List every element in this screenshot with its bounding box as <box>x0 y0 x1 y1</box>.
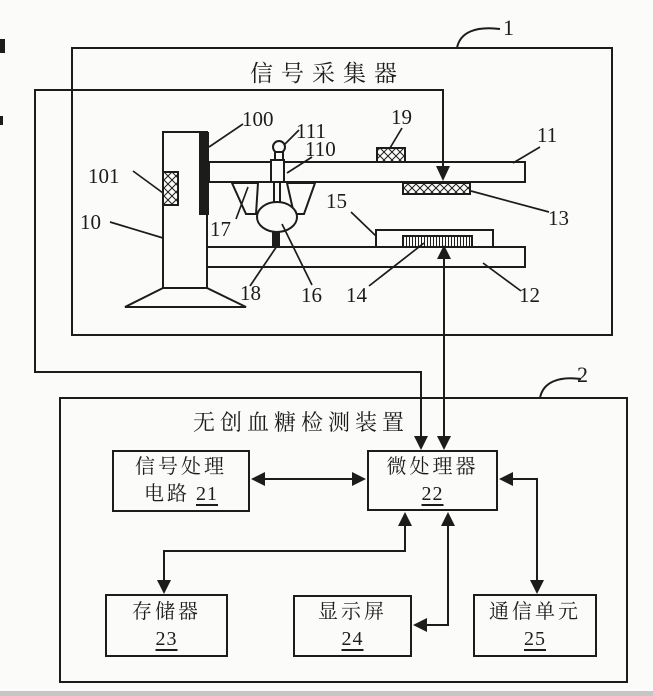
ref-label-16: 16 <box>301 283 322 307</box>
block-number: 25 <box>524 627 546 650</box>
callout-hook-2 <box>540 378 581 398</box>
block-display-screen <box>293 595 412 657</box>
block-number: 21 <box>196 483 218 505</box>
callout-hook-1 <box>457 28 500 48</box>
block-label-line2: 电路 21 <box>144 483 218 505</box>
ref-label-111: 111 <box>296 119 326 143</box>
block-label: 显示屏 <box>318 601 387 623</box>
callout-2: 2 <box>577 362 588 387</box>
block-label: 信号处理 <box>135 456 227 478</box>
scan-artifact <box>0 39 5 53</box>
ref-label-110: 110 <box>305 137 336 161</box>
block-microprocessor <box>367 450 498 511</box>
collector-title: 信号采集器 <box>250 61 405 86</box>
block-communication-unit <box>473 594 597 657</box>
ref-label-100: 100 <box>242 107 274 131</box>
ref-label-17: 17 <box>210 217 231 241</box>
device-title: 无创血糖检测装置 <box>193 410 410 435</box>
ref-label-101: 101 <box>88 164 120 188</box>
block-label: 存储器 <box>132 600 201 623</box>
ref-label-10: 10 <box>80 210 101 234</box>
block-number: 24 <box>341 628 364 650</box>
scan-edge-strip <box>0 691 653 696</box>
block-label: 微处理器 <box>386 455 479 478</box>
ref-label-18: 18 <box>240 281 261 305</box>
scan-artifact <box>0 116 3 125</box>
ref-label-19: 19 <box>391 105 412 129</box>
block-number: 22 <box>421 482 444 505</box>
ref-label-14: 14 <box>346 283 367 307</box>
block-signal-processing-circuit <box>112 450 250 512</box>
ref-label-15: 15 <box>326 189 347 213</box>
callout-1: 1 <box>503 15 514 40</box>
ref-label-13: 13 <box>548 206 569 230</box>
block-memory <box>105 594 228 657</box>
ref-label-12: 12 <box>519 283 540 307</box>
block-number: 23 <box>155 627 178 650</box>
block-label: 通信单元 <box>489 600 581 623</box>
ref-label-11: 11 <box>537 123 558 147</box>
